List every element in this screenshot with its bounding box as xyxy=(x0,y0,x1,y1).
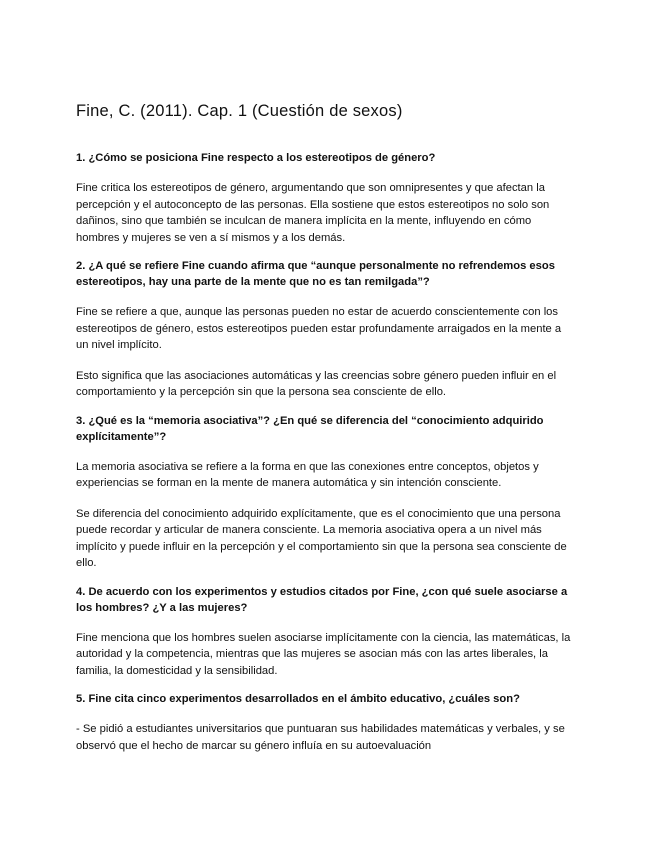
answer-4-paragraph-1: Fine menciona que los hombres suelen asociarse implícitamente con la ciencia, las matemáticas, la autoridad y la competencia, mientras que las mujeres se asocian más con las artes liberales, la familia, la domesticidad y la sensibilidad. xyxy=(76,631,571,677)
document-body xyxy=(76,150,576,754)
section-1 xyxy=(76,150,576,246)
answer-1-paragraph-1: Fine critica los estereotipos de género, argumentando que son omnipresentes y que afectan la percepción y el autoconcepto de las personas. Ella sostiene que estos estereotipos no solo son dañinos, sino que también se inculcan de manera implícita en la mente, influyendo en cómo hombres y mujeres se ven a sí mismos y a los demás. xyxy=(76,182,550,244)
section-2 xyxy=(76,258,576,401)
answer-3-paragraph-1: La memoria asociativa se refiere a la forma en que las conexiones entre conceptos, objetos y experiencias se forman en la mente de manera automática y sin intención consciente. xyxy=(76,460,539,489)
question-3: 3. ¿Qué es la “memoria asociativa”? ¿En qué se diferencia del “conocimiento adquirido explícitamente”? xyxy=(76,414,544,443)
document-title: Fine, C. (2011). Cap. 1 (Cuestión de sexos) xyxy=(76,102,403,120)
section-4 xyxy=(76,584,576,680)
answer-2-paragraph-2: Esto significa que las asociaciones automáticas y las creencias sobre género pueden influir en el comportamiento y la percepción sin que la persona sea consciente de ello. xyxy=(76,369,557,398)
answer-2-paragraph-1: Fine se refiere a que, aunque las personas pueden no estar de acuerdo conscientemente con los estereotipos de género, estos estereotipos pueden estar profundamente arraigados en la mente a un nivel implícito. xyxy=(76,306,562,351)
question-4: 4. De acuerdo con los experimentos y estudios citados por Fine, ¿con qué suele asociarse a los hombres? ¿Y a las mujeres? xyxy=(76,585,568,614)
question-2: 2. ¿A qué se refiere Fine cuando afirma que “aunque personalmente no refrendemos esos estereotipos, hay una parte de la mente que no es tan remilgada”? xyxy=(76,260,555,288)
question-1: 1. ¿Cómo se posiciona Fine respecto a los estereotipos de género? xyxy=(76,152,436,164)
section-5 xyxy=(76,691,576,754)
answer-3-paragraph-2: Se diferencia del conocimiento adquirido explícitamente, que es el conocimiento que una persona puede recordar y articular de manera consciente. La memoria asociativa opera a un nivel más implícito y puede influir en la percepción y el comportamiento sin que la persona sea consciente de ello. xyxy=(76,507,567,569)
section-3 xyxy=(76,413,576,572)
question-5: 5. Fine cita cinco experimentos desarrollados en el ámbito educativo, ¿cuáles son? xyxy=(76,693,520,705)
answer-5-list-item-1: - Se pidió a estudiantes universitarios que puntuaran sus habilidades matemáticas y verbales, y se observó que el hecho de marcar su género influía en su autoevaluación xyxy=(76,723,565,752)
